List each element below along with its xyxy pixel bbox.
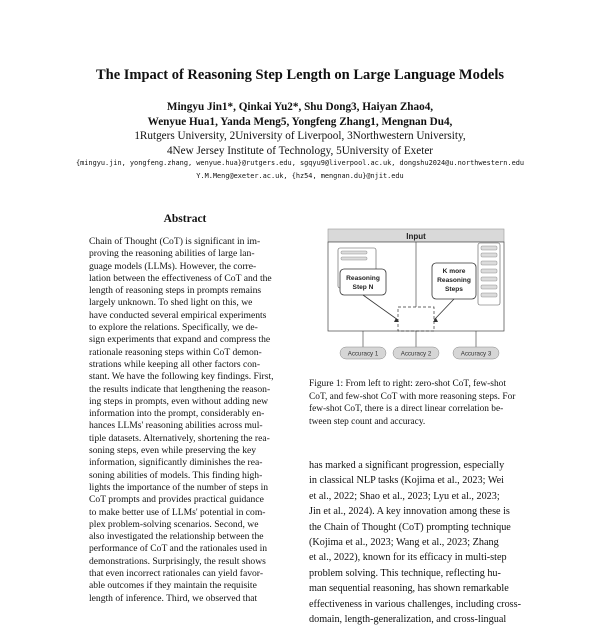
abstract-line: plex problem-solving scenarios. Second, we: [89, 518, 259, 530]
abstract-line: information into the prompt, considerably en-: [89, 408, 265, 420]
abstract-body: [89, 236, 286, 605]
abstract-line: Chain of Thought (CoT) is significant in im-: [89, 236, 261, 247]
abstract-line: lights the importance of the number of steps in: [89, 481, 269, 493]
body-line: problem solving. This technique, reflecting hu-: [309, 567, 501, 579]
caption-line: Figure 1: From left to right: zero-shot CoT, few-shot: [309, 379, 506, 389]
abstract-line: soning abilities of models. This finding high-: [89, 469, 263, 481]
body-line: man sequential reasoning, has shown remarkable: [309, 583, 509, 595]
caption-line: tween step count and accuracy.: [309, 416, 426, 427]
caption-line: few-shot CoT, there is a direct linear correlation be-: [309, 404, 504, 414]
abstract-line: hances LLMs' reasoning abilities across mul-: [89, 420, 263, 432]
body-line: et al., 2022), known for its efficacy in multi-step: [309, 552, 507, 564]
authors-line-1: Mingyu Jin1*, Qinkai Yu2*, Shu Dong3, Haiyan Zhao4,: [166, 101, 434, 113]
figure-1-diagram: [318, 225, 514, 363]
body-line: in classical NLP tasks (Kojima et al., 2023; Wei: [309, 475, 504, 487]
k-more-steps-line1: K more: [442, 268, 466, 275]
reasoning-step-n-box: [340, 269, 386, 295]
email-line-1: {mingyu.jin, yongfeng.zhang, wenyue.hua}@rutgers.edu, sgqyu9@liverpool.ac.uk, dongshu2024@u.northwestern.edu: [75, 159, 525, 167]
author-block: [0, 100, 600, 158]
body-line: Jin et al., 2024). A key innovation among these is: [309, 506, 510, 518]
introduction-body: [309, 458, 531, 627]
body-line: et al., 2022; Shao et al., 2023; Lyu et al., 2023;: [309, 490, 500, 502]
abstract-line: lation between the effectiveness of CoT and the: [89, 272, 272, 284]
authors-line-2: Wenyue Hua1, Yanda Meng5, Yongfeng Zhang1, Mengnan Du4,: [147, 115, 453, 128]
abstract-line: soning steps, even while preserving the key: [89, 445, 257, 457]
abstract-line: length of inference. Third, we observed that: [89, 592, 258, 604]
abstract-line: stant. We have the following key findings. First,: [89, 371, 274, 383]
abstract-line: information, significantly diminishes the rea-: [89, 457, 263, 469]
abstract-line: guage models (LLMs). However, the corre-: [89, 260, 257, 272]
abstract-line: able outcomes if they maintain the requisite: [89, 580, 257, 592]
affiliations-line-1: 1Rutgers University, 2University of Liverpool, 3Northwestern University,: [134, 130, 466, 142]
figure-1-caption: [309, 378, 531, 428]
reasoning-step-n-line2: Step N: [352, 284, 374, 291]
caption-line: CoT, and few-shot CoT with more reasoning steps. For: [309, 391, 516, 402]
abstract-line: that even incorrect rationales can yield favor-: [89, 568, 264, 580]
paper-title: The Impact of Reasoning Step Length on Large Language Models: [95, 67, 505, 83]
abstract-line: strations while keeping all other factors con-: [89, 358, 261, 370]
abstract-line: the results indicate that lengthening the reason-: [89, 383, 271, 395]
k-more-steps-line3: Steps: [445, 286, 463, 293]
abstract-line: to make better use of LLMs' potential in com-: [89, 506, 266, 518]
body-line: has marked a significant progression, especially: [309, 460, 505, 471]
email-line-2: Y.M.Meng@exeter.ac.uk, {hz54, mengnan.du}@njit.edu: [196, 172, 404, 180]
abstract-heading: Abstract: [163, 213, 207, 225]
body-line: effectiveness in various challenges, including cross-: [309, 598, 521, 610]
affiliations-line-2: 4New Jersey Institute of Technology, 5University of Exeter: [166, 144, 434, 157]
input-label: Input: [406, 232, 426, 241]
abstract-line: CoT prompts and provides practical guidance: [89, 494, 264, 506]
abstract-line: also investigated the relationship between the: [89, 531, 264, 543]
abstract-line: rationale reasoning steps within CoT demon-: [89, 346, 262, 358]
abstract-line: sign experiments that expand and compress the: [89, 334, 271, 346]
abstract-line: ing steps in prompts, even without adding new: [89, 395, 269, 407]
accuracy-1-label: Accuracy 1: [347, 350, 379, 358]
email-block: [0, 157, 600, 183]
k-more-steps-line2: Reasoning: [437, 277, 471, 284]
body-line: (Kojima et al., 2023; Wang et al., 2023; Zhang: [309, 537, 499, 549]
abstract-line: largely unknown. To shed light on this, we: [89, 297, 253, 309]
abstract-line: tiple datasets. Alternatively, shortening the rea-: [89, 432, 270, 444]
abstract-line: length of reasoning steps in prompts remains: [89, 285, 262, 297]
body-line: the Chain of Thought (CoT) prompting technique: [309, 521, 511, 533]
abstract-line: performance of CoT and the rationales used in: [89, 543, 268, 555]
abstract-line: to explore the relations. Specifically, we de-: [89, 322, 258, 334]
reasoning-step-n-line1: Reasoning: [346, 275, 380, 282]
abstract-line: have conducted several empirical experiments: [89, 309, 267, 321]
accuracy-2-label: Accuracy 2: [400, 350, 432, 358]
accuracy-3-label: Accuracy 3: [460, 350, 492, 358]
body-line: domain, length-generalization, and cross-lingual: [309, 614, 507, 626]
abstract-line: demonstrations. Surprisingly, the result shows: [89, 555, 266, 567]
abstract-line: proving the reasoning abilities of large lan-: [89, 248, 255, 260]
